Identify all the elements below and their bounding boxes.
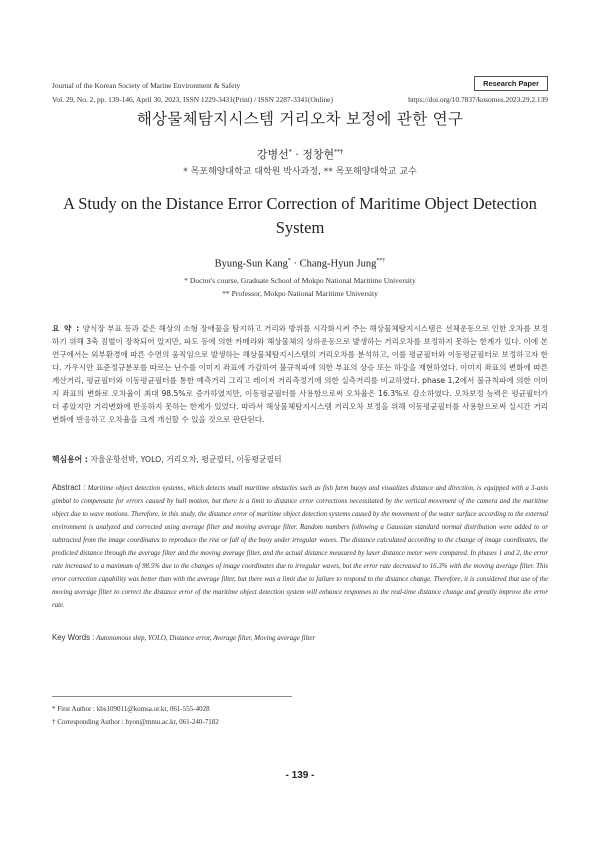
author-separator: ·: [290, 258, 300, 270]
article-type-badge: Research Paper: [474, 76, 548, 91]
author-2-mark: **†: [334, 148, 344, 156]
journal-name: Journal of the Korean Society of Marine Environment & Safety: [52, 81, 241, 90]
korean-keywords: [52, 454, 548, 465]
korean-keywords-label: 핵심용어 :: [52, 455, 88, 464]
doi-link[interactable]: https://doi.org/10.7837/kosomes.2023.29.2.139: [408, 95, 548, 104]
english-abstract: [52, 481, 548, 612]
english-affiliation-2: ** Professor, Mokpo National Maritime University: [222, 289, 378, 298]
footnote-divider: [52, 696, 292, 697]
footnote-first-author: * First Author : kbs109011@komsa.or.kr, 061-555-4028: [52, 705, 210, 713]
korean-abstract-text: 양식장 부표 등과 같은 해상의 소형 장애물을 탐지하고 거리와 방위를 시각화시켜 주는 해상물체탐지시스템은 선체운동으로 인한 오차를 보정하기 위해 3축 짐벌이 장착되어 있지만, 파도 등에 의한 카메라와 해상물체의 상하운동으로 발생하는 거리오차를 보정하지 못하는 한계가 있다. 이에 본 연구에서는 외부환경에 따른 수면의 움직임으로 발생하는 해상물체탐지시스템의 거리오차를 분석하고, 이를 평균필터와 이동평균필터로 보정하고자 한다. 가우시안 표준정규분포를 따르는 난수를 이미지 좌표에 가감하여 불규칙파에 의한 부표의 상승 또는 하강을 재현하였다. 이미지 좌표의 변화에 따른 계산거리, 평균필터와 이동평균필터를 통한 예측거리 그리고 레이저 거리측정기에 의한 실측거리를 비교하였다. phase 1,2에서 불규칙파에 의한 이미지 좌표의 변화로 오차율이 최대 98.5%로 증가하였지만, 이동평균필터를 사용함으로써 오차율은 16.3%로 감소하였다. 오차보정 능력은 평균필터가 더 좋았지만 거리변화에 반응하지 못하는 한계가 있었다. 따라서 해상물체탐지시스템 거리오차 보정을 위해 이동평균필터를 사용함으로써 실시간 거리변화에 반응하고 오차율을 크게 개선할 수 있을 것으로 판단된다.: [52, 324, 548, 424]
author-1-mark: *: [287, 258, 291, 264]
korean-abstract-label: 요 약 :: [52, 324, 81, 333]
korean-abstract: [52, 322, 548, 426]
english-authors: [0, 258, 600, 270]
author-separator: ·: [291, 148, 303, 161]
korean-affiliation: * 목포해양대학교 대학원 박사과정, ** 목포해양대학교 교수: [183, 167, 417, 177]
english-title: A Study on the Distance Error Correction of Maritime Object Detection System: [63, 194, 537, 237]
footnote-corresponding-author: † Corresponding Author : hyon@mmu.ac.kr, 061-240-7182: [52, 718, 219, 726]
korean-authors: [0, 146, 600, 162]
english-affiliation-1: * Doctor's course, Graduate School of Mokpo National Maritime University: [184, 276, 416, 285]
english-author-2: Chang-Hyun Jung: [299, 258, 377, 270]
volume-info: Vol. 29, No. 2, pp. 139-146, April 30, 2023, ISSN 1229-3431(Print) / ISSN 2287-3341(Online): [52, 95, 333, 104]
page-number: - 139 -: [285, 770, 315, 781]
author-2-mark: **†: [376, 258, 386, 264]
korean-author-1: 강병선: [256, 148, 289, 161]
author-1-mark: *: [288, 148, 292, 156]
english-keywords: [52, 633, 548, 642]
english-abstract-label: Abstract :: [52, 483, 86, 492]
english-keywords-label: Key Words :: [52, 633, 95, 642]
korean-author-2: 정창현: [302, 148, 335, 161]
volume-line: [52, 95, 548, 104]
english-abstract-text: Maritime object detection systems, which detects small maritime obstacles such as fish farm buoys and visualizes distance and direction, is equipped with a 3-axis gimbal to compensate for errors caused by hull motion, but there is a limit to distance error corrections necessitated by the vertical movement of the camera and the maritime object due to wave motions. Therefore, in this study, the distance error of maritime object detection systems caused by the movement of the water surface according to the external environment is analyzed and corrected using average filter and moving average filter. Random numbers following a Gaussian standard normal distribution were added to or subtracted from the image coordinates to reproduce the rise or fall of the buoy under irregular waves. The distance calculated according to the change of image coordinates, the predicted distance through the average filter and the moving average filter, and the actual distance measured by laser distance meter were compared. In phases 1 and 2, the error rate increased to a maximum of 98.5% due to the changes of image coordinates due to irregular waves, but the error rate decreased to 16.3% with the moving average filter. This error correction capability was better than with the average filter, but there was a limit due to failure to respond to the distance change. Therefore, it is considered that use of the moving average filter to correct the distance error of the maritime object detection system will enhance responses to the real-time distance change and greatly improve the error rate.: [52, 485, 548, 609]
korean-keywords-text: 자율운항선박, YOLO, 거리오차, 평균필터, 이동평균필터: [90, 455, 282, 464]
korean-title: 해상물체탐지시스템 거리오차 보정에 관한 연구: [136, 110, 464, 128]
english-keywords-text: Autonomous ship, YOLO, Distance error, Average filter, Moving average filter: [96, 634, 316, 642]
english-author-1: Byung-Sun Kang: [214, 258, 288, 270]
